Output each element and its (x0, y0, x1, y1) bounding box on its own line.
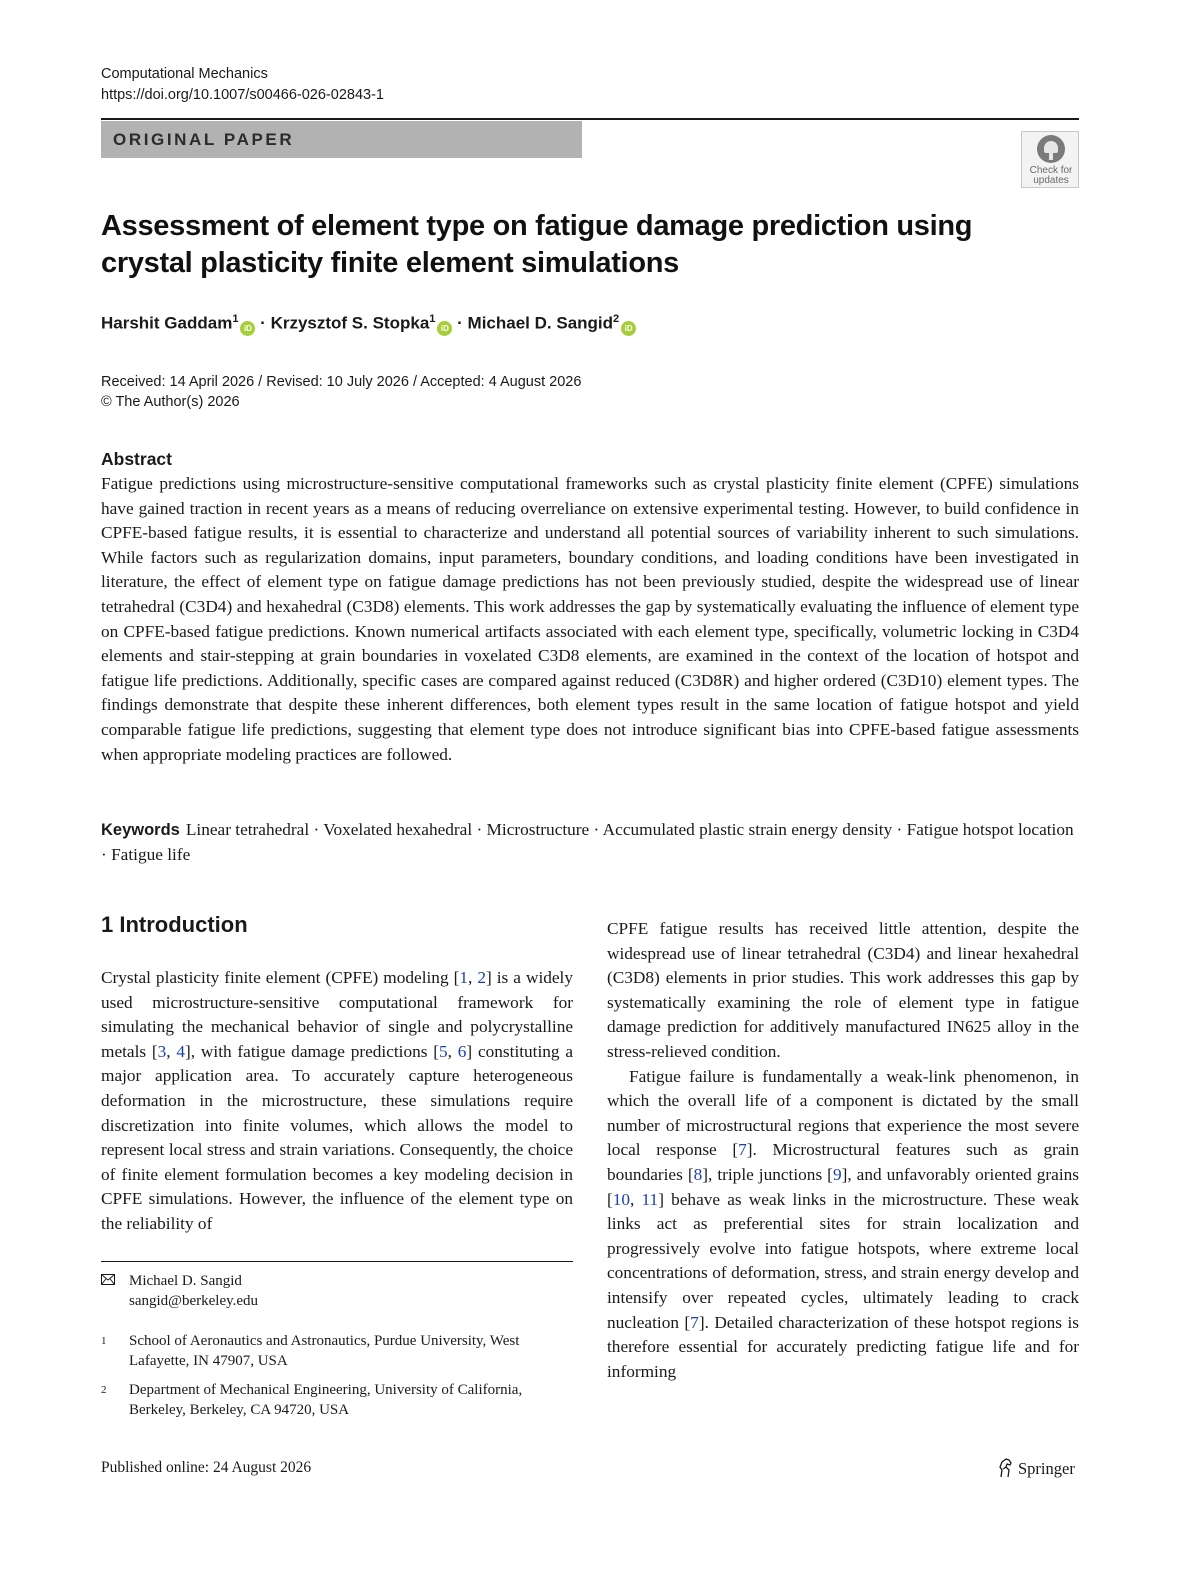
copyright-line: © The Author(s) 2026 (101, 394, 240, 410)
affiliation-mark: 1 (101, 1335, 107, 1347)
paragraph-text: ], triple junctions [ (702, 1164, 833, 1184)
publisher-name: Springer (1018, 1459, 1075, 1478)
citation-link[interactable]: 8 (693, 1164, 703, 1184)
affiliation-2 (101, 1380, 573, 1422)
paragraph-text: , (447, 1041, 458, 1061)
affiliation-text: School of Aeronautics and Astronautics, Purdue University, West Lafayette, IN 47907, USA (129, 1333, 520, 1369)
dates-line: Received: 14 April 2026 / Revised: 10 July 2026 / Accepted: 4 August 2026 (101, 374, 582, 390)
top-rule (101, 118, 1079, 120)
title-line-1: Assessment of element type on fatigue damage prediction using (101, 210, 973, 242)
citation-link[interactable]: 6 (457, 1041, 467, 1061)
corresponding-author-name: Michael D. Sangid (129, 1273, 242, 1289)
doi-link[interactable]: https://doi.org/10.1007/s00466-026-02843-1 (101, 87, 384, 103)
paragraph-text: ]. Detailed characterization of these hotspot regions is therefore essential for accurately predicting fatigue life and for informing (607, 1312, 1079, 1381)
abstract-heading: Abstract (101, 449, 172, 469)
author-name[interactable]: Harshit Gaddam (101, 313, 233, 333)
citation-link[interactable]: 1 (459, 968, 468, 987)
journal-info (101, 64, 384, 106)
keywords-block (101, 818, 1079, 867)
publisher-logo (997, 1458, 1075, 1479)
orcid-icon[interactable]: iD (437, 321, 452, 336)
article-type-label: ORIGINAL PAPER (113, 130, 295, 149)
corresponding-author-email[interactable]: sangid@berkeley.edu (129, 1293, 259, 1309)
affiliation-text: Department of Mechanical Engineering, University of California, Berkeley, Berkeley, CA 94720, USA (129, 1382, 523, 1418)
intro-paragraph (607, 1065, 1079, 1385)
paragraph-text: ], and unfavorably oriented grains [ (607, 1164, 1079, 1209)
footnote-rule (101, 1261, 573, 1262)
citation-link[interactable]: 4 (176, 1041, 186, 1061)
citation-link[interactable]: 7 (738, 1140, 747, 1160)
citation-link[interactable]: 2 (477, 968, 486, 987)
citation-link[interactable]: 7 (690, 1312, 699, 1332)
affiliation-mark: 2 (101, 1384, 107, 1396)
citation-link[interactable]: 11 (641, 1189, 659, 1209)
check-for-updates-badge[interactable] (1021, 131, 1079, 188)
envelope-icon (101, 1271, 121, 1291)
abstract-text: Fatigue predictions using microstructure-sensitive computational frameworks such as crystal plasticity finite element (CPFE) simulations have gained traction in recent years as a means of reducing overreliance on extensive experimental testing. However, to build confidence in CPFE-based fatigue results, it is essential to characterize and understand all potential sources of variability inherent to such simulations. While factors such as regularization domains, input parameters, boundary conditions, and loading conditions have been investigated in literature, the effect of element type on fatigue damage predictions has not been previously studied, despite the widespread use of linear tetrahedral (C3D4) and hexahedral (C3D8) elements. This work addresses the gap by systematically evaluating the influence of element type on CPFE-based fatigue predictions. Known numerical artifacts associated with each element type, specifically, volumetric locking in C3D4 elements and stair-stepping at grain boundaries in voxelated C3D8 elements, are examined in the context of the location of hotspot and fatigue life predictions. Additionally, specific cases are compared against reduced (C3D8R) and higher ordered (C3D10) element types. The findings demonstrate that despite these inherent differences, both element types result in the same location of fatigue hotspot and yield comparable fatigue life predictions, suggesting that element type does not introduce significant bias into CPFE-based fatigue assessments when appropriate modeling practices are followed. (101, 474, 1079, 764)
keywords-label: Keywords (101, 821, 180, 839)
paragraph-text: ] behave as weak links in the microstructure. These weak links act as preferential sites for strain localization and progressively evolve into fatigue hotspots, where extreme local concentrations of deformation, stress, and strain energy develop and intensify over repeated cycles, ultimately leading to crack nucleation [ (607, 1189, 1079, 1332)
paragraph-text: ] is a widely used microstructure-sensitive computational framework for simulating the mechanical behavior of single and polycrystalline metals [ (101, 968, 574, 1061)
intro-paragraph: CPFE fatigue results has received little attention, despite the widespread use of linear tetrahedral (C3D4) and linear hexahedral (C3D8) elements in prior studies. This work addresses this gap by systematically examining the role of element type in fatigue damage prediction for additively manufactured IN625 alloy in the stress-relieved condition. (607, 919, 1079, 1061)
springer-horse-icon (997, 1458, 1015, 1478)
author-separator: · (260, 313, 266, 333)
paragraph-text: ]. Microstructural features such as grain boundaries [ (607, 1140, 1079, 1184)
citation-link[interactable]: 5 (439, 1041, 448, 1061)
paragraph-text: Fatigue failure is fundamentally a weak-link phenomenon, in which the overall life of a component is dictated by the small number of microstructural regions that experience the most severe local response [ (607, 1066, 1079, 1160)
keywords-list: Linear tetrahedral · Voxelated hexahedral · Microstructure · Accumulated plastic strain energy density · Fatigue hotspot location · Fatigue life (101, 820, 1074, 864)
intro-column-left (101, 966, 573, 1237)
author-name[interactable]: Krzysztof S. Stopka (270, 313, 430, 333)
paper-title (101, 208, 1001, 282)
section-heading: 1 Introduction (101, 912, 248, 937)
journal-name: Computational Mechanics (101, 66, 268, 82)
paragraph-text: , (468, 968, 478, 987)
intro-paragraph (101, 966, 573, 1237)
published-online-date: Published online: 24 August 2026 (101, 1459, 312, 1476)
author-affiliation: 1 (429, 313, 436, 325)
article-history (101, 372, 581, 412)
paragraph-text: Crystal plasticity finite element (CPFE) modeling [ (101, 968, 460, 987)
crossmark-icon (1037, 135, 1065, 163)
citation-link[interactable]: 9 (832, 1164, 842, 1184)
orcid-icon[interactable]: iD (240, 321, 255, 336)
author-separator: · (457, 313, 463, 333)
paragraph-text: ] constituting a major application area. To accurately capture heterogeneous deformation in the microstructure, these simulations require discretization into finite volumes, which allows the model to represent local stress and strain variations. Consequently, the choice of finite element formulation becomes a key modeling decision in CPFE simulations. However, the influence of the element type on the reliability of (101, 1041, 574, 1233)
paragraph-text: , (630, 1189, 642, 1209)
author-affiliation: 2 (613, 313, 620, 325)
corresponding-author-note (101, 1271, 573, 1313)
intro-column-right (607, 917, 1079, 1384)
paragraph-text: ], with fatigue damage predictions [ (185, 1041, 440, 1061)
crossmark-label-2: updates (1033, 175, 1069, 186)
citation-link[interactable]: 3 (157, 1041, 167, 1061)
author-name[interactable]: Michael D. Sangid (467, 313, 614, 333)
title-line-2: crystal plasticity finite element simulations (101, 247, 679, 279)
affiliation-1 (101, 1331, 573, 1373)
citation-link[interactable]: 10 (612, 1189, 631, 1209)
author-affiliation: 1 (232, 313, 239, 325)
crossmark-label-1: Check for (1029, 165, 1073, 176)
orcid-icon[interactable]: iD (621, 321, 636, 336)
paragraph-text: , (166, 1041, 177, 1061)
author-list (101, 313, 636, 336)
